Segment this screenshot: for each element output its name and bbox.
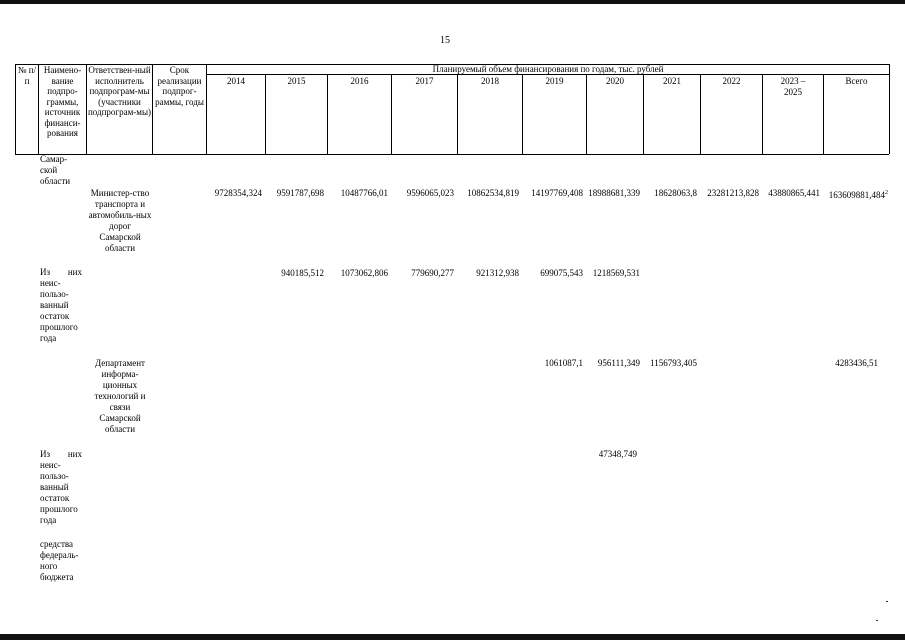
header-funding-group: Планируемый объем финансирования по годам, тыс. рублей xyxy=(432,64,664,74)
value-cell: 699075,543 xyxy=(540,268,583,278)
value-cell: 921312,938 xyxy=(476,268,519,278)
header-year: 2023 – 2025 xyxy=(780,76,806,97)
header-year: 2016 xyxy=(350,76,369,86)
value-cell: 14197769,408 xyxy=(531,188,583,198)
row-executor-cell: Министер-ство транспорта и автомобиль-ных дорог Самарской области xyxy=(88,188,152,253)
value-cell: 1061087,1 xyxy=(544,358,583,368)
value-cell: 43880865,441 xyxy=(768,188,820,198)
value-cell: 956111,349 xyxy=(597,358,640,368)
header-year: 2017 xyxy=(415,76,434,86)
scan-speck xyxy=(876,620,878,621)
header-year: 2020 xyxy=(606,76,624,86)
total-cell: 4283436,51 xyxy=(835,358,878,368)
total-cell: 163609881,484$^2$ xyxy=(828,190,888,200)
value-cell: 940185,512 xyxy=(281,268,324,278)
header-term: Срок реализации подпрог-раммы, годы xyxy=(155,65,204,107)
row-executor-cell: Департамент информа-ционных технологий и связи Самарской области xyxy=(94,358,146,434)
value-cell: 9591787,698 xyxy=(276,188,324,198)
scan-speck xyxy=(886,601,888,602)
value-cell: 18628063,8 xyxy=(654,188,697,198)
header-year: 2021 xyxy=(663,76,681,86)
header-executor: Ответствен-ный исполнитель подпрограм-мы (участники подпрограм-мы) xyxy=(87,65,152,117)
header-year: 2015 xyxy=(287,76,306,86)
value-cell: 23281213,828 xyxy=(707,188,759,198)
value-cell: 47348,749 xyxy=(598,449,637,459)
header-num: № п/п xyxy=(17,65,37,86)
value-cell: 9596065,023 xyxy=(406,188,454,198)
header-name: Наимено-вание подпро-граммы, источник финанси-рования xyxy=(43,65,82,138)
header-year: 2014 xyxy=(227,76,245,86)
row-name-cell: Из них неис-пользо-ванный остаток прошлого года xyxy=(40,267,82,343)
value-cell: 18988681,339 xyxy=(588,188,640,198)
header-year: 2022 xyxy=(722,76,741,86)
row-name-cell: Из них неис-пользо-ванный остаток прошлого года xyxy=(40,449,82,525)
value-cell: 10487766,01 xyxy=(340,188,388,198)
value-cell: 1156793,405 xyxy=(650,358,697,368)
scan-border-top xyxy=(0,0,905,4)
scan-border-bottom xyxy=(0,634,905,640)
value-cell: 1073062,806 xyxy=(340,268,388,278)
total-footnote-mark: 2 xyxy=(885,190,888,196)
header-total: Всего xyxy=(845,76,868,86)
row-name-cell: средства федераль-ного бюджета xyxy=(40,539,79,582)
value-cell: 10862534,819 xyxy=(467,188,519,198)
value-cell: 9728354,324 xyxy=(214,188,262,198)
value-cell: 1218569,531 xyxy=(592,268,640,278)
header-year: 2019 xyxy=(545,76,564,86)
page-number: 15 xyxy=(440,35,450,46)
value-cell: 779690,277 xyxy=(411,268,454,278)
header-year: 2018 xyxy=(481,76,499,86)
row-name-cell: Самар-ской области xyxy=(40,154,71,186)
